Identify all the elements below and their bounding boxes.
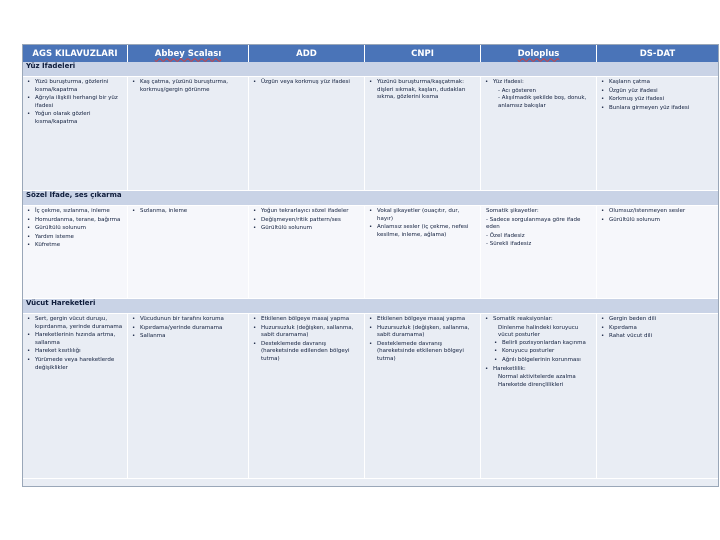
sub-item: - Alışılmadık şekilde boş, donuk, anlamsız bakışlar [498, 95, 587, 109]
cell [128, 77, 249, 191]
column-header-abbey: Abbey Scalası [128, 45, 249, 62]
cell [249, 314, 365, 479]
cell [481, 206, 597, 299]
list-item: • Yüz ifadesi: [493, 79, 593, 87]
cell [23, 77, 128, 191]
list-item: • Huzursuzluk (değişken, sallanma, sabit duramama) [261, 325, 361, 340]
cell [23, 314, 128, 479]
list-item: - Özel ifadesiz [486, 232, 525, 239]
list-item: • Hareket kısıtlılığı [35, 348, 124, 356]
content-row-verbal [23, 206, 718, 299]
cell [365, 77, 481, 191]
sub-item: Dinlenme halindeki koruyucu vücut posturler [498, 324, 579, 339]
list-item: • Yüzünü buruşturma/kaşçatmak: dişleri sıkmak, kaşları, dudakları sıkma, gözlerini kısma [377, 79, 477, 102]
list-item: • Olumsuz/istenmeyen sesler [609, 208, 715, 216]
list-item: • Gergin beden dili [609, 316, 715, 324]
content-row-facial [23, 77, 718, 191]
cell [249, 77, 365, 191]
list-item: • Sert, gergin vücut duruşu, kıpırdanma, yerinde duramama [35, 316, 124, 331]
list-item: • Anlamsız sesler (iç çekme, nefesi kesilme, inleme, ağlama) [377, 224, 477, 239]
list-item: • Küfretme [35, 242, 124, 250]
pain-assessment-table [23, 45, 718, 479]
list-item: • Homurdanma, terane, bağırma [35, 217, 124, 225]
sub-item: - Acı gösteren [498, 87, 536, 94]
list-item: • Etkilenen bölgeye masaj yapma [261, 316, 361, 324]
list-item: • Gürültülü solunum [261, 225, 361, 233]
list-item: • Desteklemede davranış (hareketsinde edilenden bölgeyi tutma) [261, 341, 361, 364]
cell [128, 314, 249, 479]
list-item: • Yürümede veya hareketlerde değişiklikler [35, 357, 124, 372]
list-item: • Kaş çatma, yüzünü buruşturma, korkmuş/gergin görünme [140, 79, 245, 94]
section-title: Vücut Hareketleri [23, 299, 718, 314]
list-item: - Sadece sorgulanmaya göre ifade eden [486, 216, 581, 231]
cell [23, 206, 128, 299]
cell [597, 206, 719, 299]
list-item: • Yüzü buruşturma, gözlerini kısma/kapatma [35, 79, 124, 94]
list-item: • Hareketlilik: [493, 366, 593, 374]
list-item: • Huzursuzluk (değişken, sallanma, sabit duramama) [377, 325, 477, 340]
cell [365, 314, 481, 479]
list-item: • Ağrılı bölgelerinin korunması [502, 357, 593, 365]
list-item: • Rahat vücut dili [609, 333, 715, 341]
section-title: Sözel İfade, ses çıkarma [23, 191, 718, 206]
list-item: • Değişmeyen/ritik pattern/ses [261, 217, 361, 225]
list-item: • Etkilenen bölgeye masaj yapma [377, 316, 477, 324]
section-title: Yüz İfadeleri [23, 62, 718, 77]
list-item: • Kaşların çatma [609, 79, 715, 87]
column-header-doloplus: Doloplus [481, 45, 597, 62]
column-header-add: ADD [249, 45, 365, 62]
list-item: • Üzgün yüz ifadesi [609, 88, 715, 96]
sub-item: Normal aktivitelerde azalma [498, 374, 576, 381]
list-item: • Hareketlerinin hızında artma, sallanma [35, 332, 124, 347]
list-item: • Desteklemede davranış (hareketsinde etkilenen bölgeyi tutma) [377, 341, 477, 364]
cell [597, 77, 719, 191]
list-item: • Korkmuş yüz ifadesi [609, 96, 715, 104]
section-row-facial [23, 62, 718, 77]
list-item: • Vücudunun bir tarafını koruma [140, 316, 245, 324]
list-item: • Üzgün veya korkmuş yüz ifadesi [261, 79, 361, 87]
column-header-cnpi: CNPI [365, 45, 481, 62]
content-row-body [23, 314, 718, 479]
list-item: • İç çekme, sızlanma, inleme [35, 208, 124, 216]
list-item: • Sallanma [140, 333, 245, 341]
header-row [23, 45, 718, 62]
list-item: - Sürekli ifadesiz [486, 241, 532, 248]
list-item: • Yoğun tekrarlayıcı sözel ifadeler [261, 208, 361, 216]
list-item: • Vokal şikayetler (ouaçıtır, dur, hayır) [377, 208, 477, 223]
cell [481, 77, 597, 191]
list-item: • Kıpırdama [609, 325, 715, 333]
section-row-body [23, 299, 718, 314]
list-item: • Gürültülü solunum [609, 217, 715, 225]
column-header-dsdat: DS-DAT [597, 45, 719, 62]
list-item: • Yardım isteme [35, 234, 124, 242]
slide-frame [22, 44, 719, 487]
column-header-ags: AGS KILAVUZLARI [23, 45, 128, 62]
list-item: • Koruyucu posturler [502, 348, 593, 356]
cell [249, 206, 365, 299]
list-item: • Bunlara girmeyen yüz ifadesi [609, 105, 715, 113]
list-item: • Sızlanma, inleme [140, 208, 245, 216]
list-item: Somatik şikayetler: [486, 208, 539, 214]
list-item: • Somatik reaksiyonlar: [493, 316, 593, 324]
cell [128, 206, 249, 299]
cell [365, 206, 481, 299]
list-item: • Kıpırdama/yerinde duramama [140, 325, 245, 333]
cell [481, 314, 597, 479]
list-item: • Gürültülü solunum [35, 225, 124, 233]
section-row-verbal [23, 191, 718, 206]
list-item: • Belirli pozisyonlardan kaçınma [502, 340, 593, 348]
list-item: • Yoğun olarak gözleri kısma/kapatma [35, 111, 124, 126]
list-item: • Ağrıyla ilişkili herhangi bir yüz ifadesi [35, 95, 124, 110]
sub-item: Hareketde dirençlilikleri [498, 381, 564, 388]
cell [597, 314, 719, 479]
